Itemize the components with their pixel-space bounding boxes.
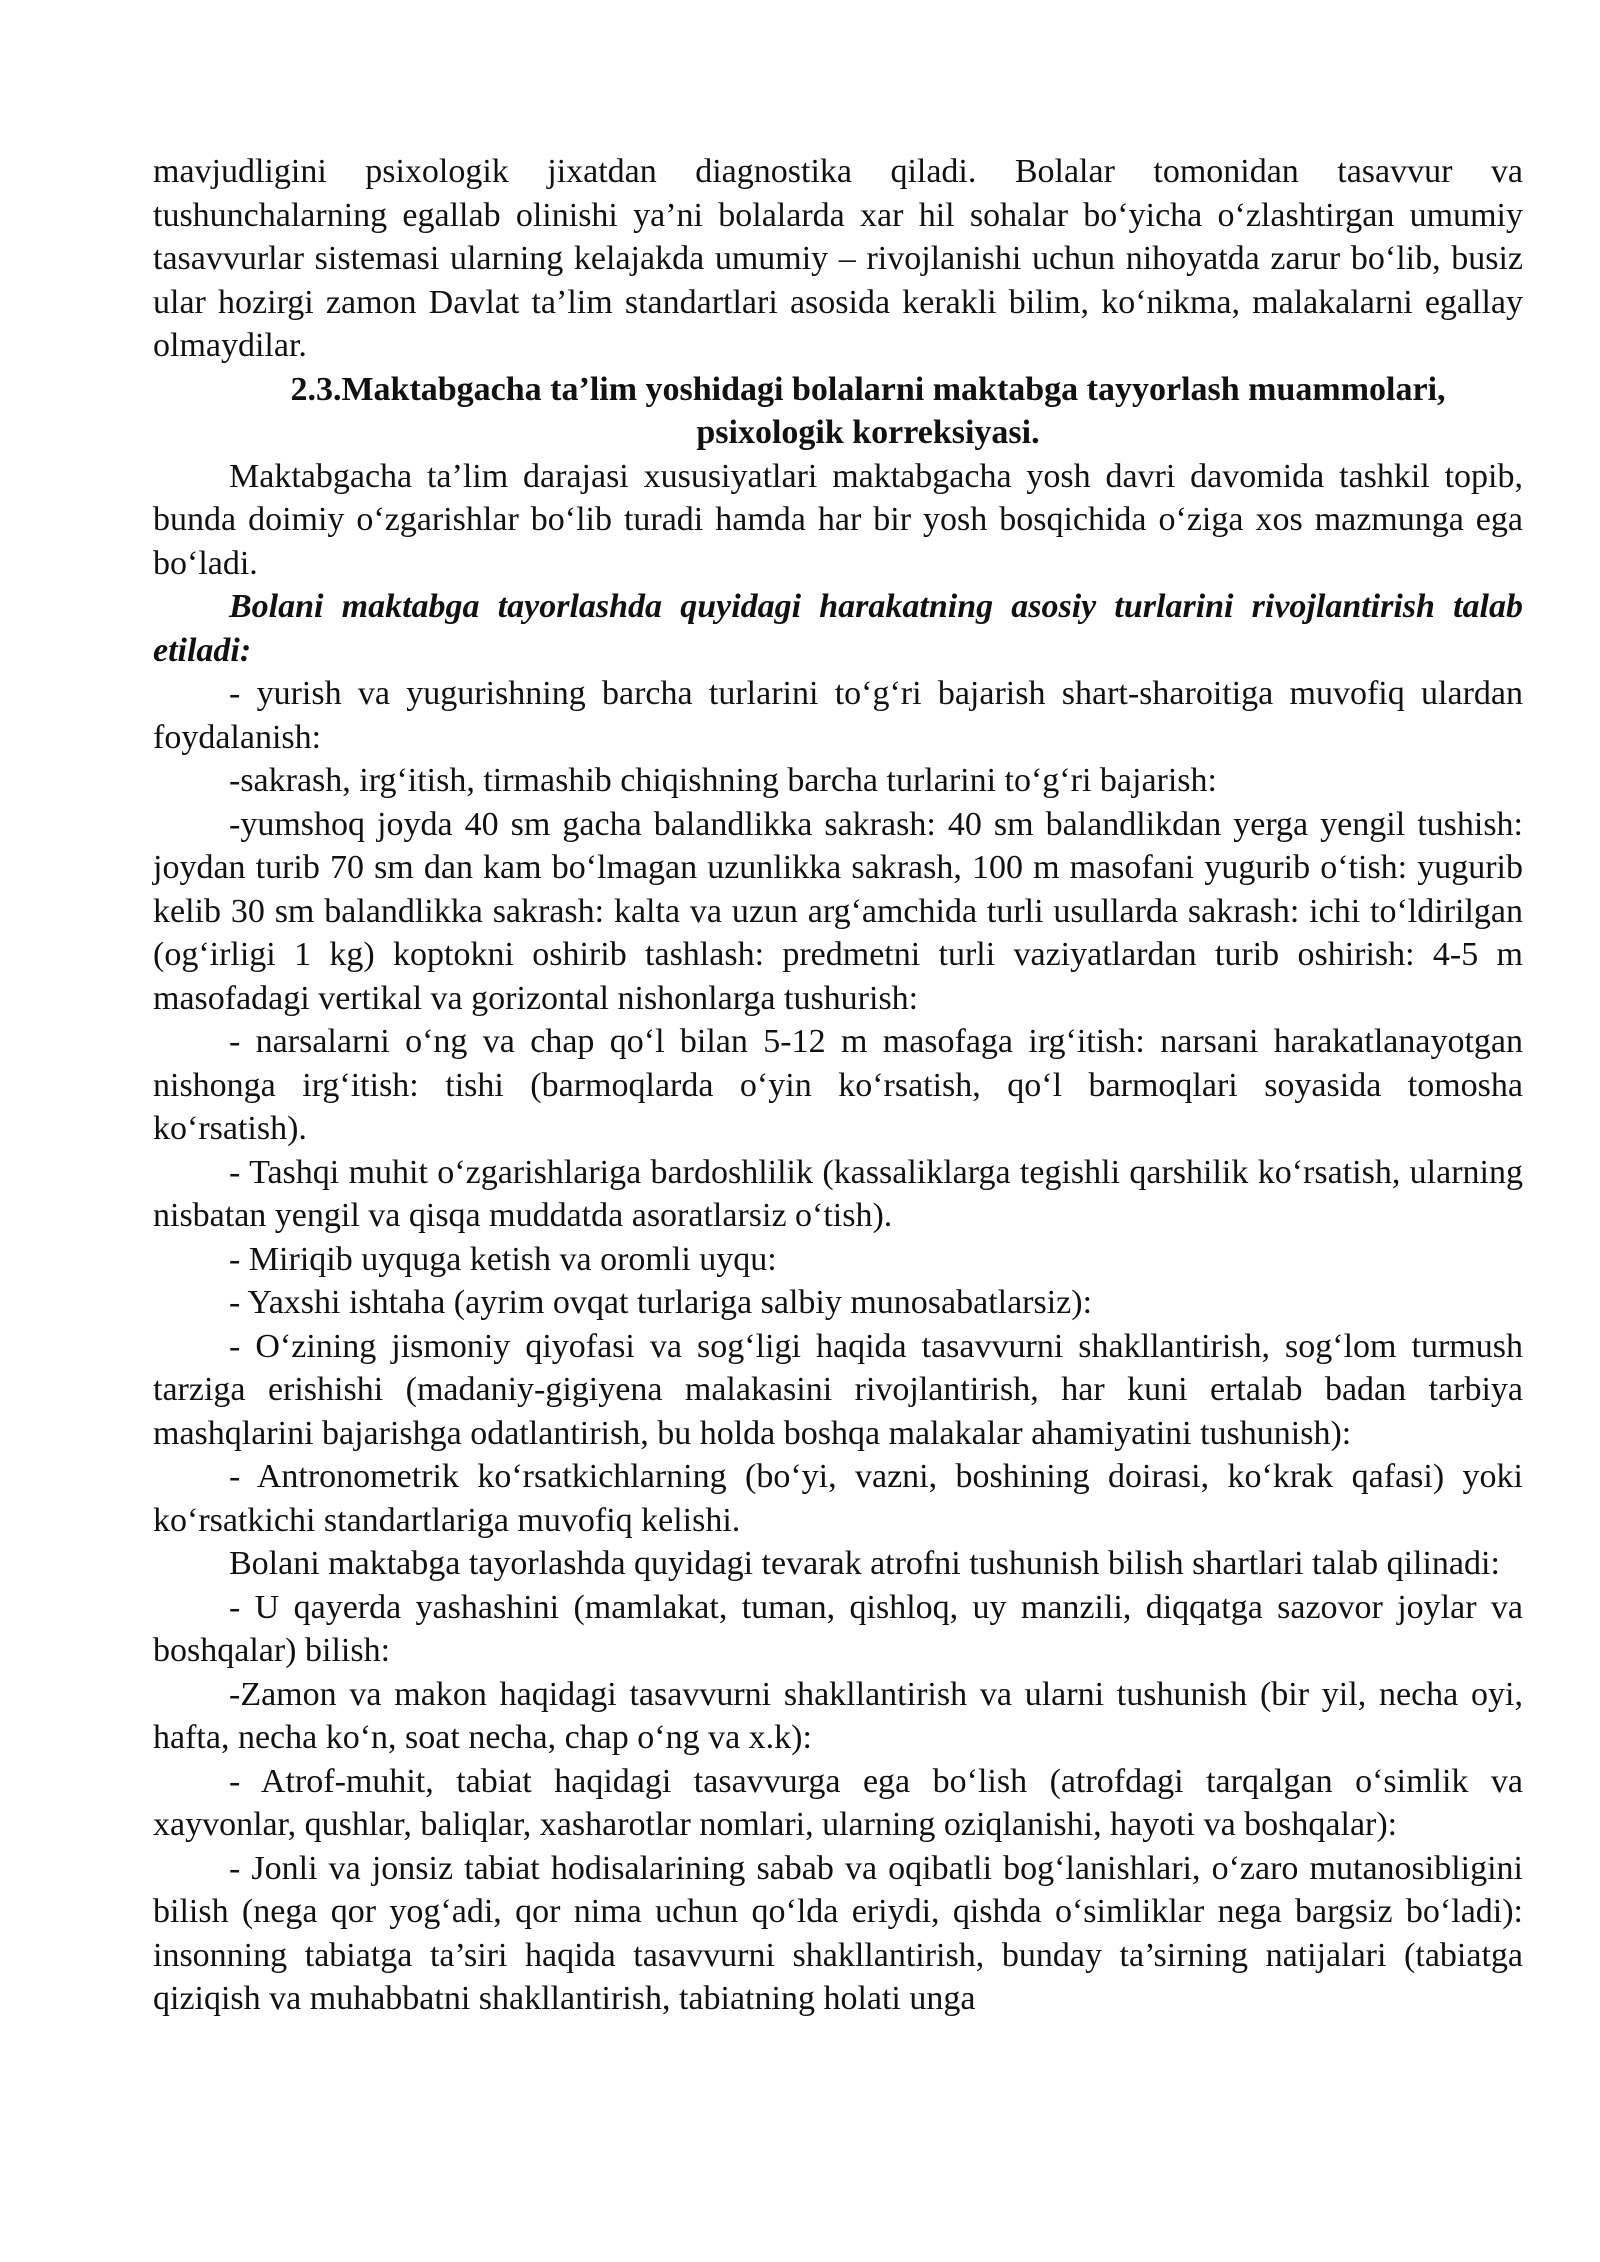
- list-item: - Tashqi muhit o‘zgarishlariga bardoshlilik (kassaliklarga tegishli qarshilik ko‘rsatish, ularning nisbatan yengil va qisqa muddatda asoratlarsiz o‘tish).: [153, 1153, 1523, 1234]
- list-item: - U qayerda yashashini (mamlakat, tuman, qishloq, uy manzili, diqqatga sazovor joylar va boshqalar) bilish:: [153, 1588, 1523, 1669]
- list-item: - Jonli va jonsiz tabiat hodisalarining sabab va oqibatli bog‘lanishlari, o‘zaro mutanosibligini bilish (nega qor yog‘adi, qor nima uchun qo‘lda eriydi, qishda o‘simliklar nega bargsiz bo‘ladi): insonning tabiatga ta’siri haqida tasavvurni shakllantirish, bunday ta’sirning natijalari (tabiatga qiziqish va muhabbatni shakllantirish, tabiatning holati unga: [153, 1849, 1523, 2017]
- paragraph: Bolani maktabga tayorlashda quyidagi tevarak atrofni tushunish bilish shartlari talab qilinadi:: [229, 1545, 1500, 1582]
- paragraph: Maktabgacha ta’lim darajasi xususiyatlari maktabgacha yosh davri davomida tashkil topib, bunda doimiy o‘zgarishlar bo‘lib turadi hamda har bir yosh bosqichida o‘ziga xos mazmunga ega bo‘ladi.: [153, 457, 1523, 582]
- section-heading: 2.3.Maktabgacha ta’lim yoshidagi bolalarni maktabga tayyorlash muammolari, psixologik korreksiyasi.: [290, 370, 1446, 451]
- list-item: - Atrof-muhit, tabiat haqidagi tasavvurga ega bo‘lish (atrofdagi tarqalgan o‘simlik va xayvonlar, qushlar, baliqlar, xasharotlar nomlari, ularning oziqlanishi, hayoti va boshqalar):: [153, 1762, 1523, 1843]
- list-item: - O‘zining jismoniy qiyofasi va sog‘ligi haqida tasavvurni shakllantirish, sog‘lom turmush tarziga erishishi (madaniy-gigiyena malakasini rivojlantirish, har kuni ertalab badan tarbiya mashqlarini bajarishga odatlantirish, bu holda boshqa malakalar ahamiyatini tushunish):: [153, 1327, 1523, 1452]
- list-item: - Antronometrik ko‘rsatkichlarning (bo‘yi, vazni, boshining doirasi, ko‘krak qafasi) yoki ko‘rsatkichi standartlariga muvofiq kelishi.: [153, 1458, 1523, 1539]
- list-item: -Zamon va makon haqidagi tasavvurni shakllantirish va ularni tushunish (bir yil, necha oyi, hafta, necha ko‘n, soat necha, chap o‘ng va x.k):: [153, 1675, 1523, 1756]
- list-item: - narsalarni o‘ng va chap qo‘l bilan 5-12 m masofaga irg‘itish: narsani harakatlanayotgan nishonga irg‘itish: tishi (barmoqlarda o‘yin ko‘rsatish, qo‘l barmoqlari soyasida tomosha ko‘rsatish).: [153, 1023, 1523, 1147]
- list-item: - Miriqib uyquga ketish va oromli uyqu:: [229, 1240, 777, 1278]
- list-item: -sakrash, irg‘itish, tirmashib chiqishning barcha turlarini to‘g‘ri bajarish:: [229, 762, 1217, 799]
- list-item: -yumshoq joyda 40 sm gacha balandlikka sakrash: 40 sm balandlikdan yerga yengil tushish: joydan turib 70 sm dan kam bo‘lmagan uzunlikka sakrash, 100 m masofani yugurib o‘tish: yugurib kelib 30 sm balandlikka sakrash: kalta va uzun arg‘amchida turli usullarda sakrash: ichi to‘ldirilgan (og‘irligi 1 kg) koptokni oshirib tashlash: predmetni turli vaziyatlardan turib oshirish: 4-5 m masofadagi vertikal va gorizontal nishonlarga tushurish:: [153, 805, 1523, 1017]
- paragraph-continuation: mavjudligini psixologik jixatdan diagnostika qiladi. Bolalar tomonidan tasavvur va tushunchalarning egallab olinishi ya’ni bolalarda xar hil sohalar bo‘yicha o‘zlashtirgan umumiy tasavvurlar sistemasi ularning kelajakda umumiy – rivojlanishi uchun nihoyatda zarur bo‘lib, busiz ular hozirgi zamon Davlat ta’lim standartlari asosida kerakli bilim, ko‘nikma, malakalarni egallay olmaydilar.: [153, 153, 1523, 364]
- list-item: - yurish va yugurishning barcha turlarini to‘g‘ri bajarish shart-sharoitiga muvofiq ulardan foydalanish:: [153, 675, 1523, 756]
- paragraph-lead-in: Bolani maktabga tayorlashda quyidagi harakatning asosiy turlarini rivojlantirish talab etiladi:: [153, 588, 1523, 669]
- list-item: - Yaxshi ishtaha (ayrim ovqat turlariga salbiy munosabatlarsiz):: [229, 1284, 1093, 1321]
